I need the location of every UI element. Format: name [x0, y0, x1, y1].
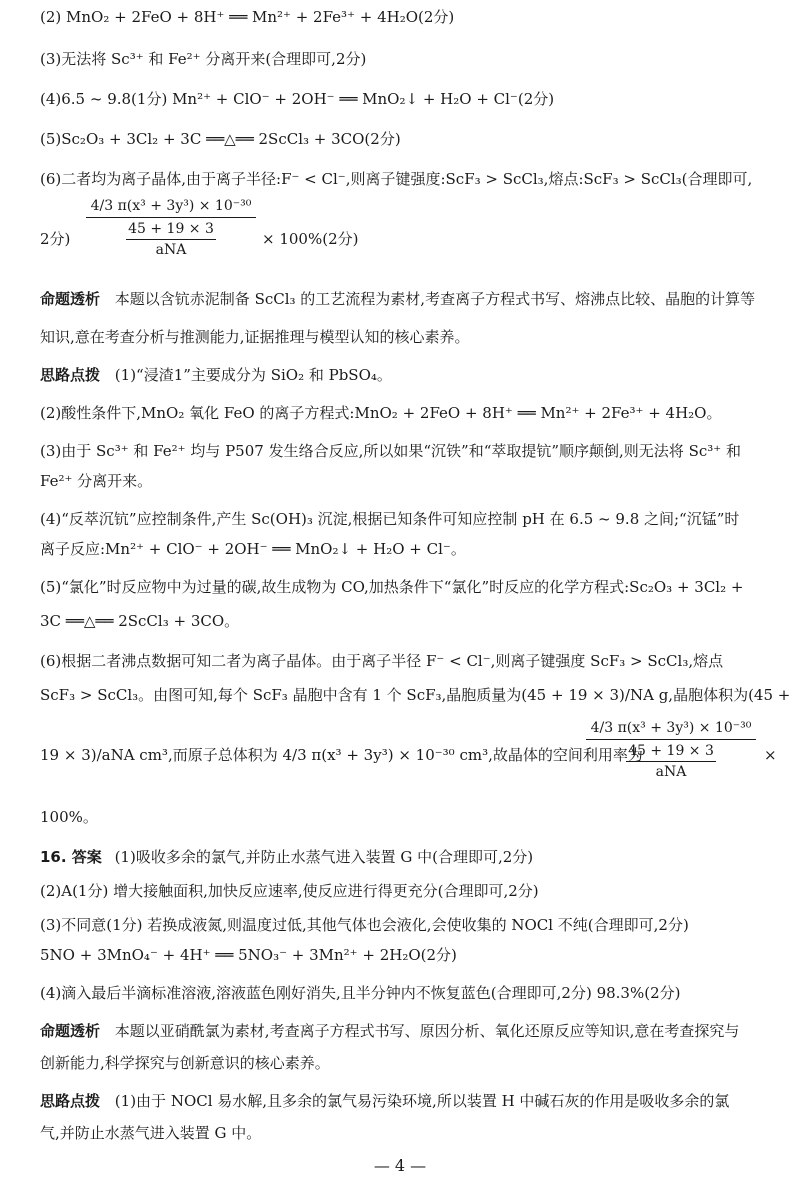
fraction-bar	[86, 217, 256, 218]
fraction-numerator: 4/3 π(x³ + 3y³) × 10⁻³⁰	[590, 720, 752, 736]
hints-15-line-4: Fe²⁺ 分离开来。	[40, 472, 153, 490]
analysis-text: 本题以含钪赤泥制备 ScCl₃ 的工艺流程为素材,考查离子方程式书写、熔沸点比较、晶胞的计算等	[114, 290, 756, 308]
analysis-15-line-2: 知识,意在考查分析与推测能力,证据推理与模型认知的核心素养。	[40, 328, 470, 346]
q15-answer-4: (4)6.5 ~ 9.8(1分) Mn²⁺ + ClO⁻ + 2OH⁻ ══ MnO₂↓ + H₂O + Cl⁻(2分)	[40, 90, 555, 108]
hints-15-line-9: (6)根据二者沸点数据可知二者为离子晶体。由于离子半径 F⁻ < Cl⁻,则离子键强度 ScF₃ > ScCl₃,熔点	[40, 652, 724, 670]
hints-15-line-1	[40, 364, 392, 386]
hints-16-line-1	[40, 1090, 729, 1112]
hints-15-line-8: 3C ══△══ 2ScCl₃ + 3CO。	[40, 612, 240, 630]
q15-answer-6-suffix: × 100%(2分)	[262, 230, 359, 248]
q15-answer-5: (5)Sc₂O₃ + 3Cl₂ + 3C ══△══ 2ScCl₃ + 3CO(2分)	[40, 130, 401, 148]
q15-answer-6-prefix: 2分)	[40, 230, 71, 248]
hints-label: 思路点拨	[40, 1092, 101, 1110]
q16-answer-2: (2)A(1分) 增大接触面积,加快反应速率,使反应进行得更充分(合理即可,2分)	[40, 882, 539, 900]
hints-16-line-2: 气,并防止水蒸气进入装置 G 中。	[40, 1124, 262, 1142]
analysis-16-line-2: 创新能力,科学探究与创新意识的核心素养。	[40, 1054, 330, 1072]
q16-answer-5: (4)滴入最后半滴标准溶液,溶液蓝色刚好消失,且半分钟内不恢复蓝色(合理即可,2分) 98.3%(2分)	[40, 984, 681, 1002]
space-utilization-fraction-2	[586, 718, 756, 782]
fraction-denominator-sub: aNA	[626, 761, 716, 782]
q15-answer-6: (6)二者均为离子晶体,由于离子半径:F⁻ < Cl⁻,则离子键强度:ScF₃ > ScCl₃,熔点:ScF₃ > ScCl₃(合理即可,	[40, 170, 753, 188]
q16-answer-1	[40, 846, 533, 868]
fraction-bar	[586, 739, 756, 740]
q15-answer-3: (3)无法将 Sc³⁺ 和 Fe²⁺ 分离开来(合理即可,2分)	[40, 50, 367, 68]
space-utilization-fraction-1	[86, 196, 256, 260]
fraction-numerator: 4/3 π(x³ + 3y³) × 10⁻³⁰	[90, 198, 252, 214]
analysis-label: 命题透析	[40, 290, 101, 308]
hints-15-line-3: (3)由于 Sc³⁺ 和 Fe²⁺ 均与 P507 发生络合反应,所以如果“沉铁”和“萃取提钪”顺序颠倒,则无法将 Sc³⁺ 和	[40, 442, 741, 460]
fraction-denominator: 45 + 19 × 3	[628, 743, 714, 759]
q16-answer-label: 16. 答案	[40, 848, 102, 866]
analysis-text: 本题以亚硝酰氯为素材,考查离子方程式书写、原因分析、氧化还原反应等知识,意在考查探究与	[114, 1022, 740, 1040]
q15-answer-2: (2) MnO₂ + 2FeO + 8H⁺ ══ Mn²⁺ + 2Fe³⁺ + 4H₂O(2分)	[40, 8, 455, 26]
q16-answer-3: (3)不同意(1分) 若换成液氮,则温度过低,其他气体也会液化,会使收集的 NOCl 不纯(合理即可,2分)	[40, 916, 689, 934]
q16-answer-text: (1)吸收多余的氯气,并防止水蒸气进入装置 G 中(合理即可,2分)	[114, 848, 534, 866]
analysis-16-line-1	[40, 1020, 739, 1042]
fraction-denominator: 45 + 19 × 3	[128, 221, 214, 237]
hints-15-line-12: 100%。	[40, 808, 98, 826]
analysis-15-line-1	[40, 288, 755, 310]
fraction-denominator-sub: aNA	[126, 239, 216, 260]
hints-text: (1)由于 NOCl 易水解,且多余的氯气易污染环境,所以装置 H 中碱石灰的作用是吸收多余的氯	[114, 1092, 730, 1110]
q16-answer-4: 5NO + 3MnO₄⁻ + 4H⁺ ══ 5NO₃⁻ + 3Mn²⁺ + 2H₂O(2分)	[40, 946, 457, 964]
hints-15-line-5: (4)“反萃沉钪”应控制条件,产生 Sc(OH)₃ 沉淀,根据已知条件可知应控制 pH 在 6.5 ~ 9.8 之间;“沉锰”时	[40, 510, 740, 528]
analysis-label: 命题透析	[40, 1022, 101, 1040]
hints-15-line-6: 离子反应:Mn²⁺ + ClO⁻ + 2OH⁻ ══ MnO₂↓ + H₂O + Cl⁻。	[40, 540, 466, 558]
hints-15-line-10: ScF₃ > ScCl₃。由图可知,每个 ScF₃ 晶胞中含有 1 个 ScF₃,晶胞质量为(45 + 19 × 3)/NA g,晶胞体积为(45 +	[40, 686, 791, 704]
hints-15-line-7: (5)“氯化”时反应物中为过量的碳,故生成物为 CO,加热条件下“氯化”时反应的化学方程式:Sc₂O₃ + 3Cl₂ +	[40, 578, 744, 596]
hints-label: 思路点拨	[40, 366, 101, 384]
times-sign: ×	[764, 746, 777, 764]
hints-15-line-2: (2)酸性条件下,MnO₂ 氧化 FeO 的离子方程式:MnO₂ + 2FeO + 8H⁺ ══ Mn²⁺ + 2Fe³⁺ + 4H₂O。	[40, 404, 722, 422]
page-number: — 4 —	[373, 1156, 427, 1175]
hints-text: (1)“浸渣1”主要成分为 SiO₂ 和 PbSO₄。	[114, 366, 392, 384]
hints-15-line-11: 19 × 3)/aNA cm³,而原子总体积为 4/3 π(x³ + 3y³) × 10⁻³⁰ cm³,故晶体的空间利用率为	[40, 746, 643, 764]
